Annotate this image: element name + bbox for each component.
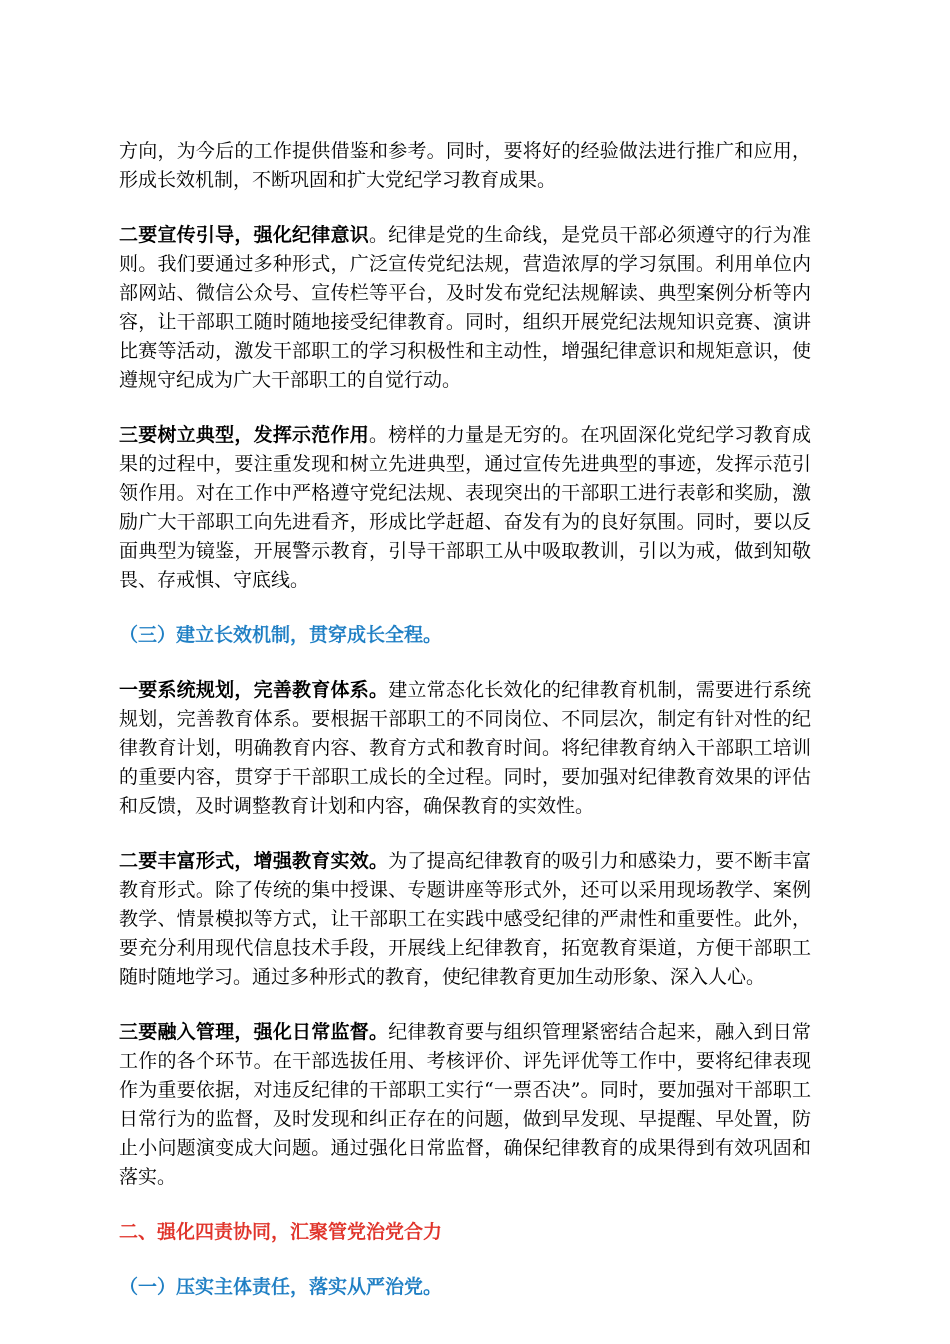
paragraph-role-models xyxy=(119,421,811,595)
paragraph-body: 为了提高纪律教育的吸引力和感染力，要不断丰富教育形式。除了传统的集中授课、专题讲座等形式外，还可以采用现场教学、案例教学、情景模拟等方式，让干部职工在实践中感受纪律的严肃性和重要性。此外，要充分利用现代信息技术手段，开展线上纪律教育，拓宽教育渠道，方便干部职工随时随地学习。通过多种形式的教育，使纪律教育更加生动形象、深入人心。 xyxy=(119,850,811,988)
paragraph-lead: 三要融入管理，强化日常监督。 xyxy=(119,1021,389,1043)
paragraph-lead: 二要丰富形式，增强教育实效。 xyxy=(119,850,389,872)
paragraph-body: 纪律教育要与组织管理紧密结合起来，融入到日常工作的各个环节。在干部选拔任用、考核评价、评先评优等工作中，要将纪律表现作为重要依据，对违反纪律的干部职工实行“一票否决”。同时，要加强对干部职工日常行为的监督，及时发现和纠正存在的问题，做到早发现、早提醒、早处置，防止小问题演变成大问题。通过强化日常监督，确保纪律教育的成果得到有效巩固和落实。 xyxy=(119,1021,811,1188)
paragraph-lead: 一要系统规划，完善教育体系。 xyxy=(119,679,389,701)
section-heading-3: （三）建立长效机制，贯穿成长全程。 xyxy=(119,624,443,646)
paragraph-body: 。榜样的力量是无穷的。在巩固深化党纪学习教育成果的过程中，要注重发现和树立先进典型，通过宣传先进典型的事迹，发挥示范引领作用。对在工作中严格遵守党纪法规、表现突出的干部职工进行表彰和奖励，激励广大干部职工向先进看齐，形成比学赶超、奋发有为的良好氛围。同时，要以反面典型为镜鉴，开展警示教育，引导干部职工从中吸取教训，引以为戒，做到知敬畏、存戒惧、守底线。 xyxy=(119,424,811,591)
paragraph-lead: 二要宣传引导，强化纪律意识 xyxy=(119,224,369,246)
document-page xyxy=(119,137,811,1328)
section-heading-1: （一）压实主体责任，落实从严治党。 xyxy=(119,1276,443,1298)
paragraph-planning xyxy=(119,676,811,821)
paragraph-continuation xyxy=(119,137,811,195)
chapter-heading-2: 二、强化四责协同，汇聚管党治党合力 xyxy=(119,1221,443,1243)
paragraph-forms xyxy=(119,847,811,992)
paragraph-body: 建立常态化长效化的纪律教育机制，需要进行系统规划，完善教育体系。要根据干部职工的不同岗位、不同层次，制定有针对性的纪律教育计划，明确教育内容、教育方式和教育时间。将纪律教育纳入干部职工培训的重要内容，贯穿于干部职工成长的全过程。同时，要加强对纪律教育效果的评估和反馈，及时调整教育计划和内容，确保教育的实效性。 xyxy=(119,679,811,817)
paragraph-publicity xyxy=(119,221,811,395)
paragraph-body: 方向，为今后的工作提供借鉴和参考。同时，要将好的经验做法进行推广和应用，形成长效机制，不断巩固和扩大党纪学习教育成果。 xyxy=(119,140,811,191)
paragraph-lead: 三要树立典型，发挥示范作用 xyxy=(119,424,369,446)
paragraph-body: 。纪律是党的生命线，是党员干部必须遵守的行为准则。我们要通过多种形式，广泛宣传党纪法规，营造浓厚的学习氛围。利用单位内部网站、微信公众号、宣传栏等平台，及时发布党纪法规解读、典型案例分析等内容，让干部职工随时随地接受纪律教育。同时，组织开展党纪法规知识竞赛、演讲比赛等活动，激发干部职工的学习积极性和主动性，增强纪律意识和规矩意识，使遵规守纪成为广大干部职工的自觉行动。 xyxy=(119,224,811,391)
paragraph-management xyxy=(119,1018,811,1192)
